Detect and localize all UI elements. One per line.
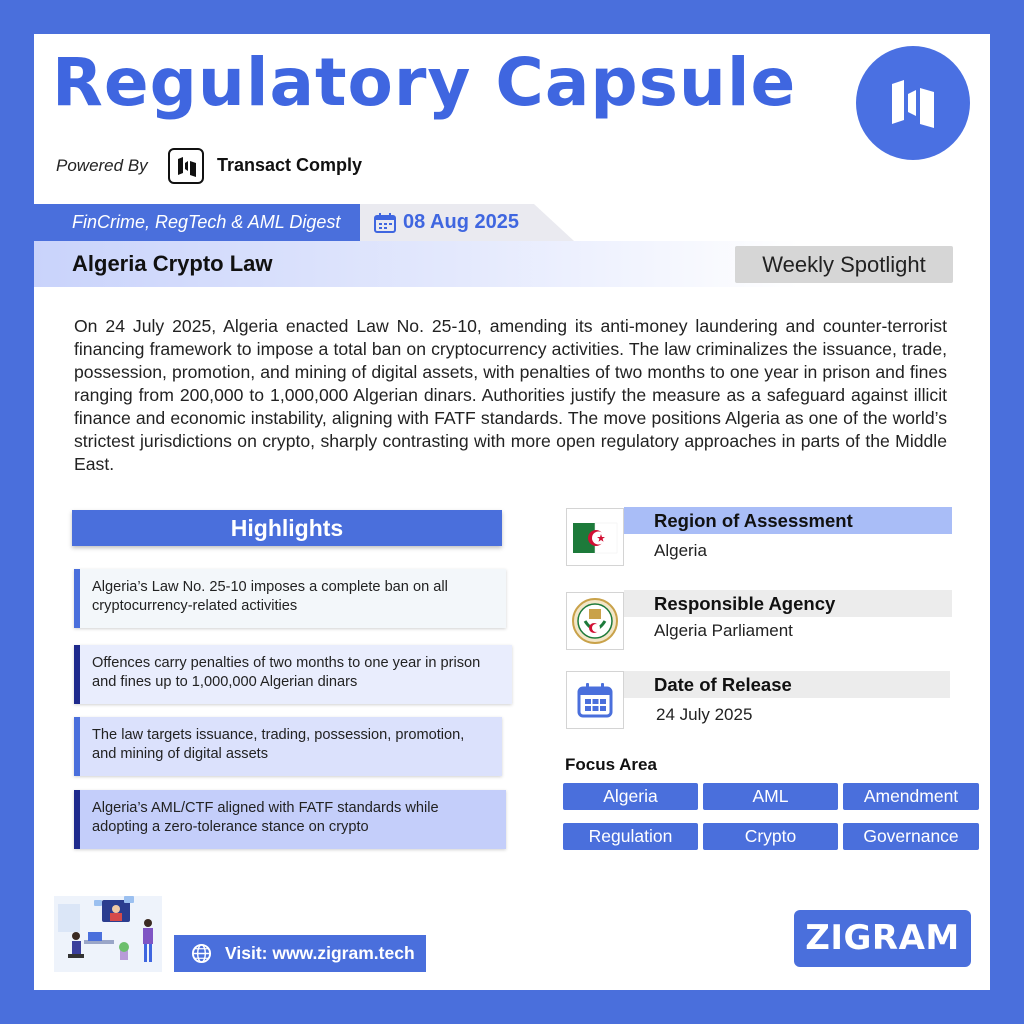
focus-area-label: Focus Area (565, 755, 657, 774)
capsule-card (34, 34, 990, 990)
highlight-item: Offences carry penalties of two months to one year in prison and fines up to 1,000,000 Algerian dinars (74, 645, 512, 704)
highlight-item: Algeria’s Law No. 25-10 imposes a complete ban on all cryptocurrency-related activities (74, 569, 506, 628)
focus-tag: Crypto (703, 823, 838, 850)
agency-label: Responsible Agency (624, 590, 952, 617)
focus-tag: AML (703, 783, 838, 810)
agency-value: Algeria Parliament (654, 621, 793, 640)
focus-tag: Governance (843, 823, 979, 850)
intro-paragraph: On 24 July 2025, Algeria enacted Law No. 25-10, amending its anti-money laundering and counter-terrorist financing framework to impose a total ban on cryptocurrency activities. The law criminalizes the issuance, trade, possession, promotion, and mining of digital assets, with penalties of two months to one year in prison and fines ranging from 200,000 to 1,000,000 Algerian dinars. Authorities justify the measure as a safeguard against illicit finance and economic instability, aligning with FATF standards. The move positions Algeria as one of the world’s strictest jurisdictions on crypto, sharply contrasting with more open regulatory approaches in parts of the Middle East. (74, 316, 947, 474)
digest-date: 08 Aug 2025 (403, 211, 519, 233)
topic-title: Algeria Crypto Law (72, 251, 273, 276)
calendar-icon (374, 213, 396, 233)
visit-website-label: Visit: www.zigram.tech (225, 943, 415, 963)
region-label: Region of Assessment (624, 507, 952, 534)
focus-tag: Regulation (563, 823, 698, 850)
release-label: Date of Release (624, 671, 950, 698)
algeria-flag (566, 508, 624, 566)
highlight-item: The law targets issuance, trading, possession, promotion, and mining of digital assets (74, 717, 502, 776)
highlights-title: Highlights (72, 510, 502, 546)
transact-comply-logo (856, 46, 970, 160)
powered-by-label: Powered By (56, 156, 148, 175)
spotlight-badge: Weekly Spotlight (735, 246, 953, 283)
release-calendar (566, 671, 624, 729)
meeting-illustration (54, 896, 162, 972)
transact-comply-logo-icon (168, 148, 204, 184)
highlight-item: Algeria’s AML/CTF aligned with FATF standards while adopting a zero-tolerance stance on crypto (74, 790, 506, 849)
zigram-logo: ZIGRAM (794, 910, 971, 967)
algeria-emblem (566, 592, 624, 650)
digest-label: FinCrime, RegTech & AML Digest (34, 204, 360, 241)
algeria-flag-icon (571, 513, 619, 561)
page-title: Regulatory Capsule (52, 44, 797, 121)
company-name: Transact Comply (217, 155, 363, 175)
transact-comply-logo-icon (886, 76, 940, 130)
region-value: Algeria (654, 541, 707, 560)
algeria-emblem-icon (571, 597, 619, 645)
calendar-icon (571, 676, 619, 724)
visit-website-link[interactable] (174, 935, 426, 972)
focus-tag: Algeria (563, 783, 698, 810)
globe-icon (191, 943, 212, 964)
focus-tag: Amendment (843, 783, 979, 810)
release-value: 24 July 2025 (656, 705, 753, 724)
